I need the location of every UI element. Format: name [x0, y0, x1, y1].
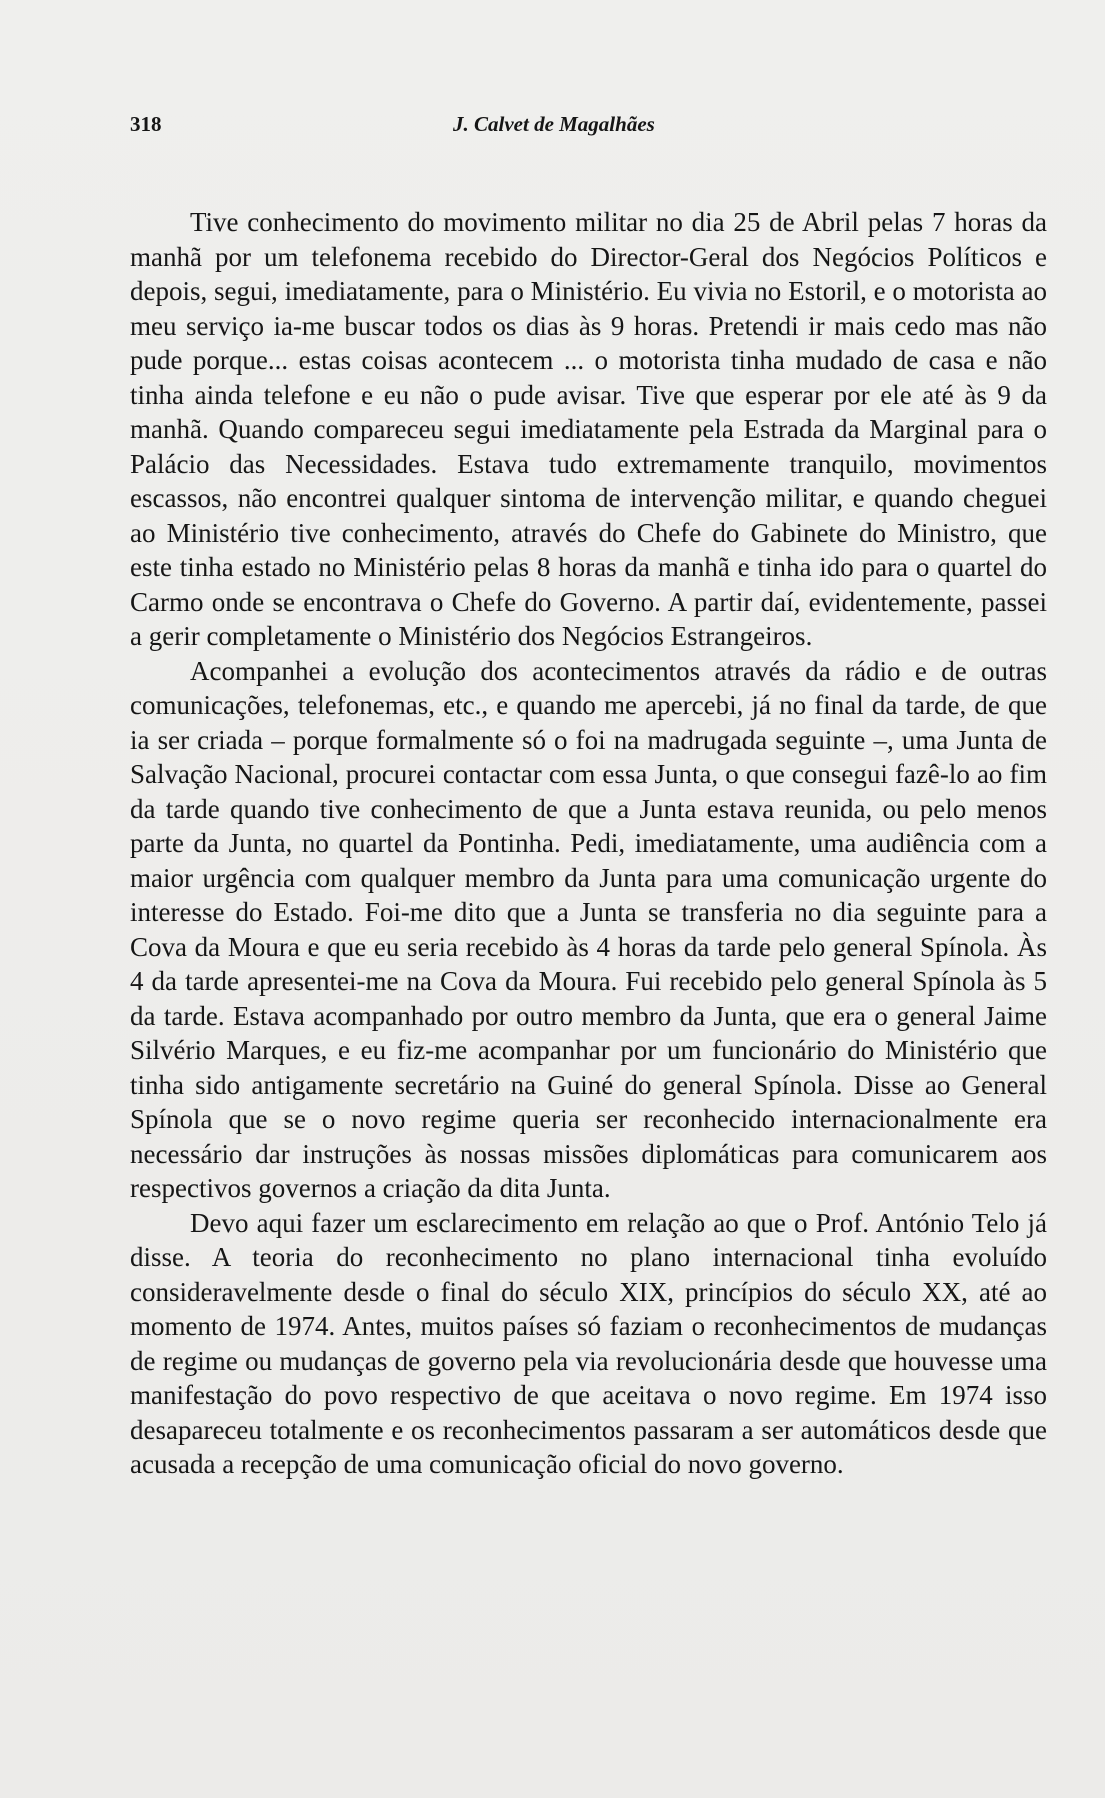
running-head: [130, 112, 1030, 142]
running-title: J. Calvet de Magalhães: [453, 112, 655, 136]
paragraph: Tive conhecimento do movimento militar no dia 25 de Abril pelas 7 horas da manhã por um telefonema recebido do Director-Geral dos Negócios Políticos e depois, segui, imediatamente, para o Ministério. Eu vivia no Estoril, e o motorista ao meu serviço ia-me buscar todos os dias às 9 horas. Pretendi ir mais cedo mas não pude porque... estas coisas acontecem ... o motorista tinha mudado de casa e não tinha ainda telefone e eu não o pude avisar. Tive que esperar por ele até às 9 da manhã. Quando compareceu segui imediatamente pela Estrada da Marginal para o Palácio das Necessidades. Estava tudo extremamente tranquilo, movimentos escassos, não encontrei qualquer sintoma de intervenção militar, e quando cheguei ao Ministério tive conhecimento, através do Chefe do Gabinete do Ministro, que este tinha estado no Ministério pelas 8 horas da manhã e tinha ido para o quartel do Carmo onde se encontrava o Chefe do Governo. A partir daí, evidentemente, passei a gerir completamente o Ministério dos Negócios Estrangeiros.: [130, 207, 1047, 651]
page-number: 318: [130, 112, 162, 136]
body-text: [130, 205, 1047, 1482]
paragraph: Acompanhei a evolução dos acontecimentos através da rádio e de outras comunicações, telefonemas, etc., e quando me apercebi, já no final da tarde, de que ia ser criada – porque formalmente só o foi na madrugada seguinte –, uma Junta de Salvação Nacional, procurei contactar com essa Junta, o que consegui fazê-lo ao fim da tarde quando tive conhecimento de que a Junta estava reunida, ou pelo menos parte da Junta, no quartel da Pontinha. Pedi, imediatamente, uma audiência com a maior urgência com qualquer membro da Junta para uma comunicação urgente do interesse do Estado. Foi-me dito que a Junta se transferia no dia seguinte para a Cova da Moura e que eu seria recebido às 4 horas da tarde pelo general Spínola. Às 4 da tarde apresentei-me na Cova da Moura. Fui recebido pelo general Spínola às 5 da tarde. Estava acompanhado por outro membro da Junta, que era o general Jaime Silvério Marques, e eu fiz-me acompanhar por um funcionário do Ministério que tinha sido antigamente secretário na Guiné do general Spínola. Disse ao General Spínola que se o novo regime queria ser reconhecido internacionalmente era necessário dar instruções às nossas missões diplomáticas para comunicarem aos respectivos governos a criação da dita Junta.: [130, 655, 1047, 1203]
paragraph: Devo aqui fazer um esclarecimento em relação ao que o Prof. António Telo já disse. A teoria do reconhecimento no plano internacional tinha evoluído consideravelmente desde o final do século XIX, princípios do século XX, até ao momento de 1974. Antes, muitos países só faziam o reconhecimentos de mudanças de regime ou mudanças de governo pela via revolucionária desde que houvesse uma manifestação do povo respectivo de que aceitava o novo regime. Em 1974 isso desapareceu totalmente e os reconhecimentos passaram a ser automáticos desde que acusada a recepção de uma comunicação oficial do novo governo.: [130, 1207, 1047, 1479]
